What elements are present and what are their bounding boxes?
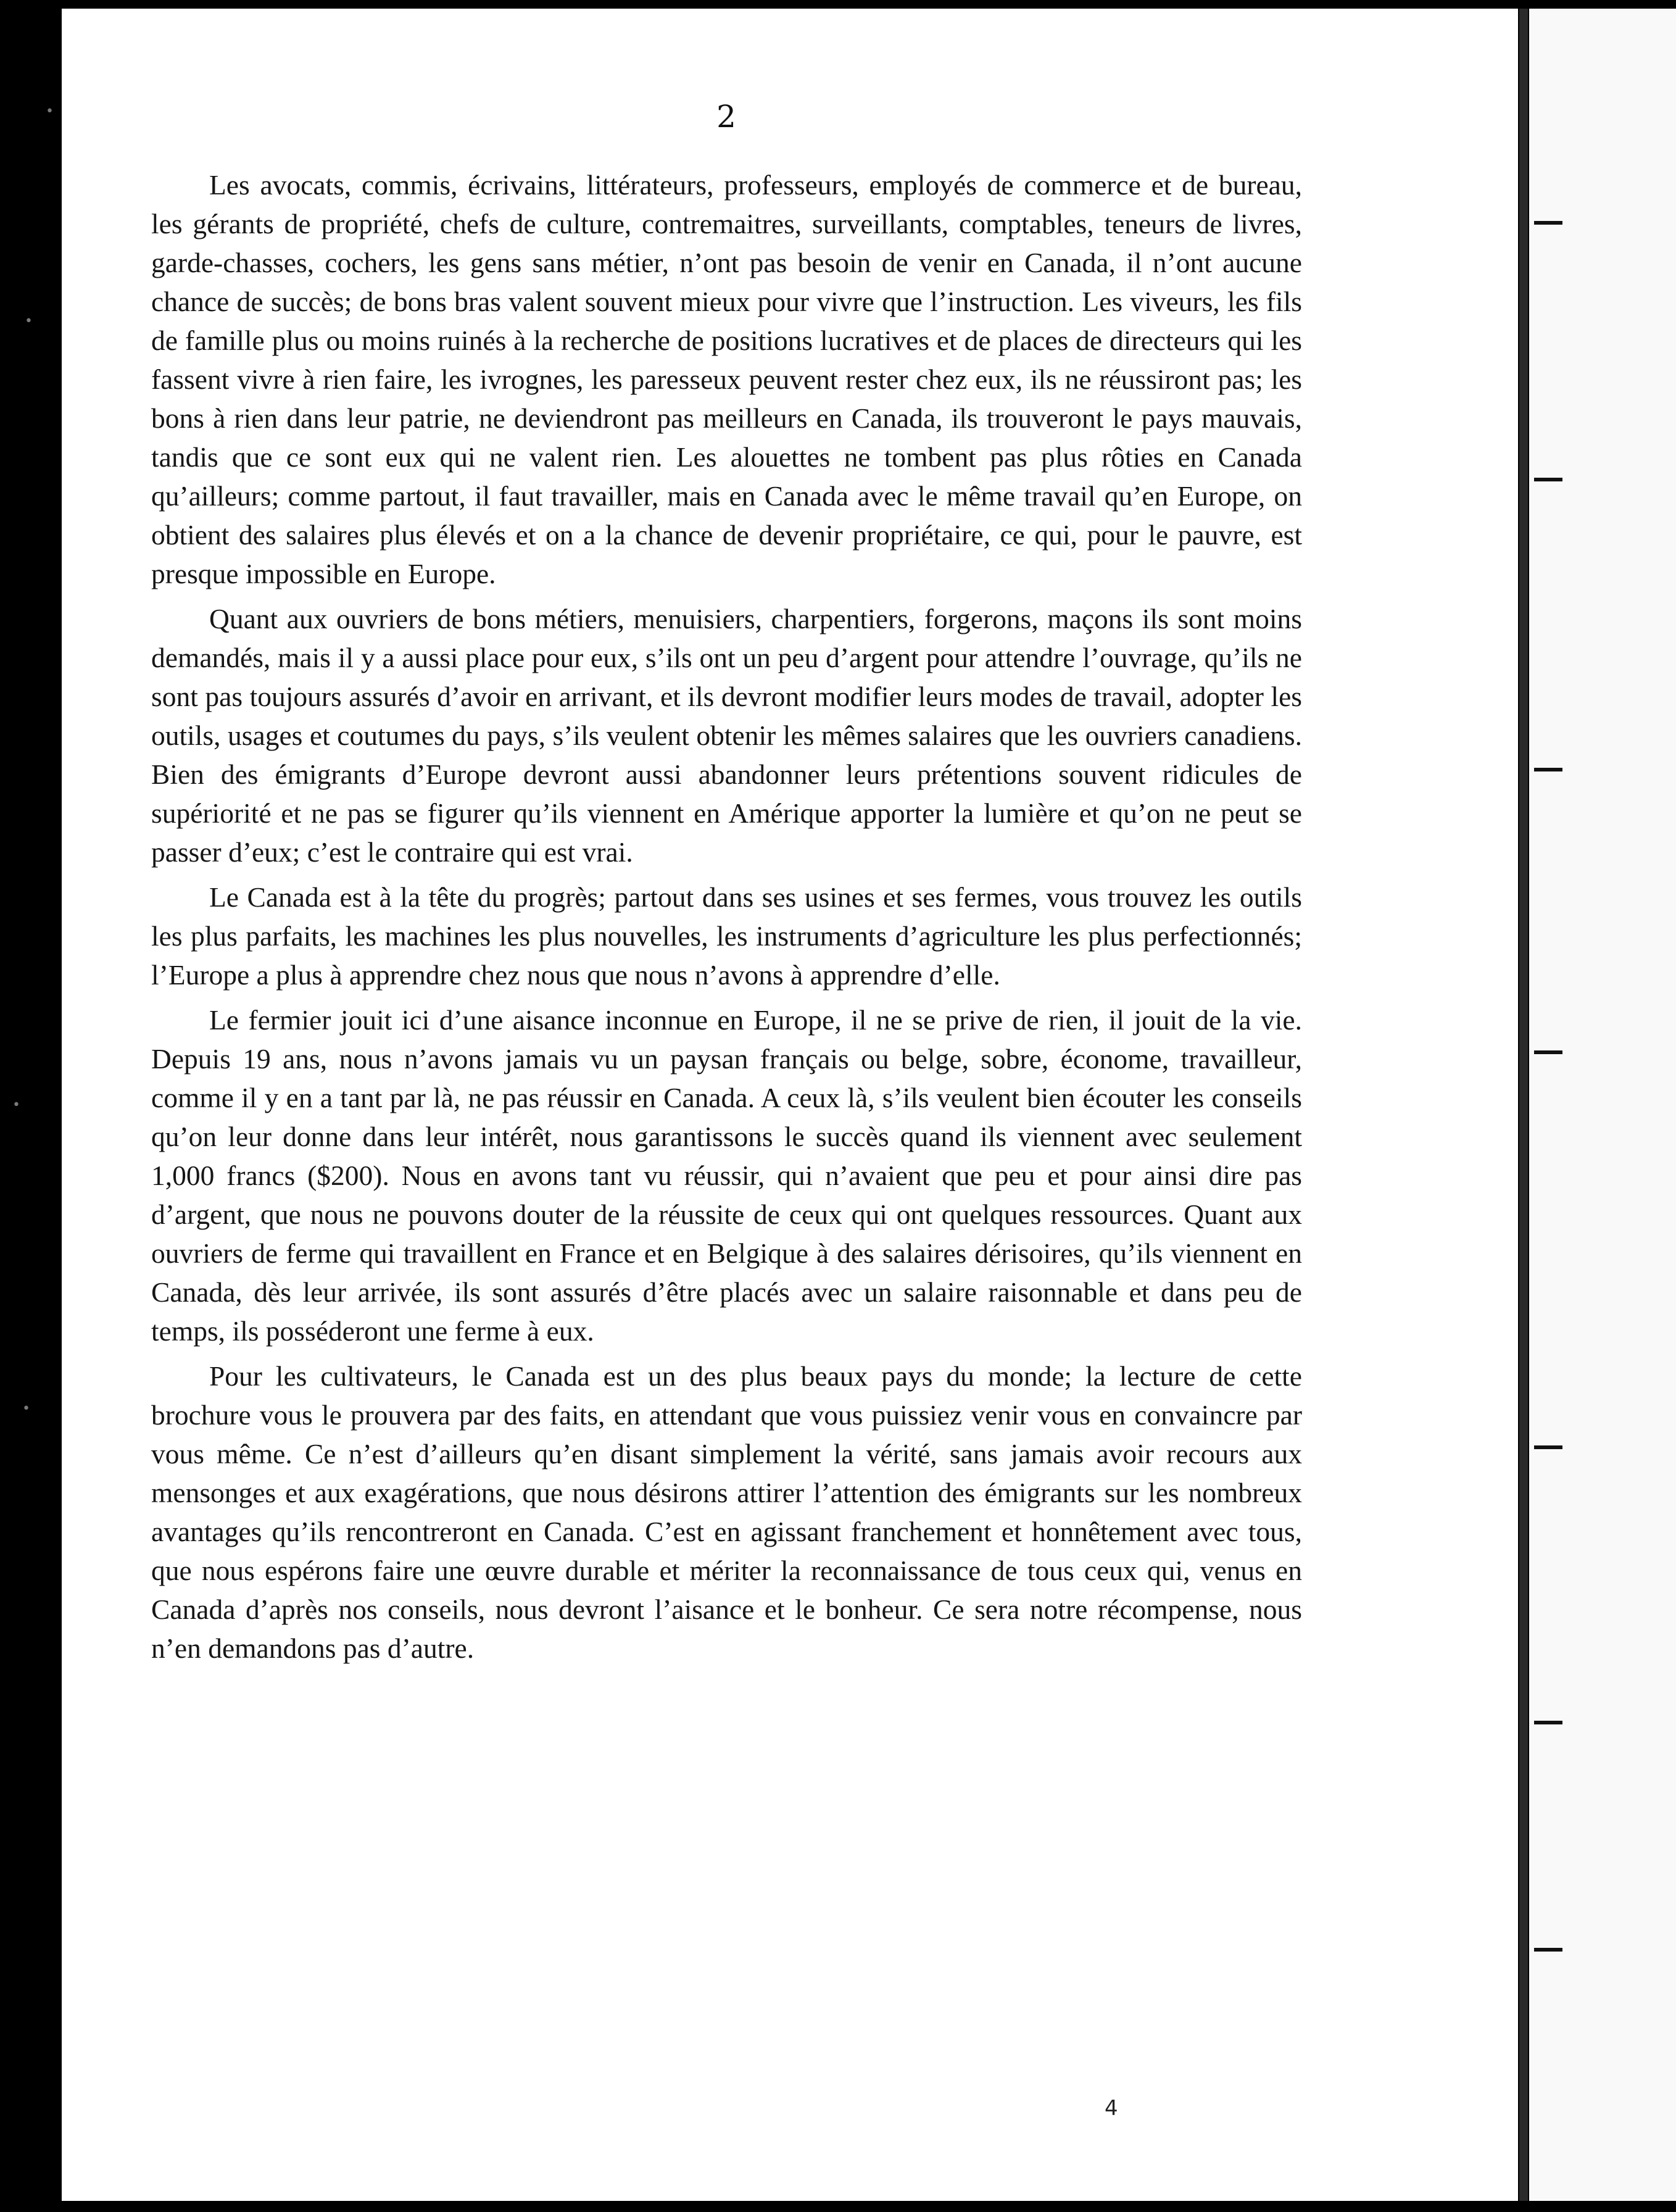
footer-mark: 4 — [1105, 2096, 1118, 2121]
body-text — [151, 165, 1302, 1674]
page-number: 2 — [716, 99, 736, 135]
page-gutter — [1519, 9, 1528, 2201]
paragraph-5: Pour les cultivateurs, le Canada est un des plus beaux pays du monde; la lecture de cette brochure vous le prouvera par des faits, en attendant que vous puissiez venir vous en convaincre par vous même. Ce n’est d’ailleurs qu’en disant simplement la vérité, sans jamais avoir recours aux mensonges et aux exagérations, que nous désirons attirer l’attention des émigrants sur les nombreux avantages qu’ils rencontreront en Canada. C’est en agissant franchement et honnêtement avec tous, que nous espérons faire une œuvre durable et mériter la reconnaissance de tous ceux qui, venus en Canada d’après nos conseils, nous devront l’aisance et le bonheur. Ce sera notre récompense, nous n’en demandons pas d’autre. — [151, 1360, 1302, 1664]
paragraph-2: Quant aux ouvriers de bons métiers, menuisiers, charpentiers, forgerons, maçons ils sont moins demandés, mais il y a aussi place pour eux, s’ils ont un peu d’argent pour attendre l’ouvrage, qu’ils ne sont pas toujours assurés d’avoir en arrivant, et ils devront modifier leurs modes de travail, adopter les outils, usages et coutumes du pays, s’ils veulent obtenir les mêmes salaires que les ouvriers canadiens. Bien des émigrants d’Europe devront aussi abandonner leurs prétentions souvent ridicules de supériorité et ne pas se figurer qu’ils viennent en Amérique apporter la lumière et qu’on ne peut se passer d’eux; c’est le contraire qui est vrai. — [151, 603, 1302, 868]
paragraph-4: Le fermier jouit ici d’une aisance inconnue en Europe, il ne se prive de rien, il jouit de la vie. Depuis 19 ans, nous n’avons jamais vu un paysan français ou belge, sobre, économe, travailleur, comme il y en a tant par là, ne pas réussir en Canada. A ceux là, s’ils veulent bien écouter les conseils qu’on leur donne dans leur intérêt, nous garantissons le succès quand ils viennent avec seulement 1,000 francs ($200). Nous en avons tant vu réussir, qui n’avaient que peu et pour ainsi dire pas d’argent, que nous ne pouvons douter de la réussite de ceux qui ont quelques ressources. Quant aux ouvriers de ferme qui travaillent en France et en Belgique à des salaires dérisoires, qu’ils viennent en Canada, dès leur arrivée, ils sont assurés d’être placés avec un salaire raisonnable et dans peu de temps, ils posséderont une ferme à eux. — [151, 1004, 1302, 1347]
facing-page-edge — [1529, 9, 1676, 2201]
facing-page-mark — [1534, 1948, 1562, 1952]
facing-page-mark — [1534, 478, 1562, 481]
scan-speck: • — [25, 314, 33, 329]
facing-page-mark — [1534, 1445, 1562, 1449]
facing-page-mark — [1534, 1050, 1562, 1054]
facing-page-mark — [1534, 1721, 1562, 1724]
scan-speck: • — [46, 104, 54, 119]
paragraph-3: Le Canada est à la tête du progrès; partout dans ses usines et ses fermes, vous trouvez les outils les plus parfaits, les machines les plus nouvelles, les instruments d’agriculture les plus perfectionnés; l’Europe a plus à apprendre chez nous que nous n’avons à apprendre d’elle. — [151, 881, 1302, 991]
facing-page-mark — [1534, 768, 1562, 771]
scan-speck: • — [12, 1097, 20, 1113]
facing-page-mark — [1534, 221, 1562, 225]
paragraph-1: Les avocats, commis, écrivains, littérateurs, professeurs, employés de commerce et de bureau, les gérants de propriété, chefs de culture, contremaitres, surveillants, comptables, teneurs de livres, garde-chasses, cochers, les gens sans métier, n’ont pas besoin de venir en Canada, il n’ont aucune chance de succès; de bons bras valent souvent mieux pour vivre que l’instruction. Les viveurs, les fils de famille plus ou moins ruinés à la recherche de positions lucratives et de places de directeurs qui les fassent vivre à rien faire, les ivrognes, les paresseux peuvent rester chez eux, ils ne réussiront pas; les bons à rien dans leur patrie, ne deviendront pas meilleurs en Canada, ils trouveront le pays mauvais, tandis que ce sont eux qui ne valent rien. Les alouettes ne tombent pas plus rôties en Canada qu’ailleurs; comme partout, il faut travailler, mais en Canada avec le même travail qu’en Europe, on obtient des salaires plus élevés et on a la chance de devenir propriétaire, ce qui, pour le pauvre, est presque impossible en Europe. — [151, 169, 1302, 589]
scan-speck: • — [22, 1401, 30, 1416]
